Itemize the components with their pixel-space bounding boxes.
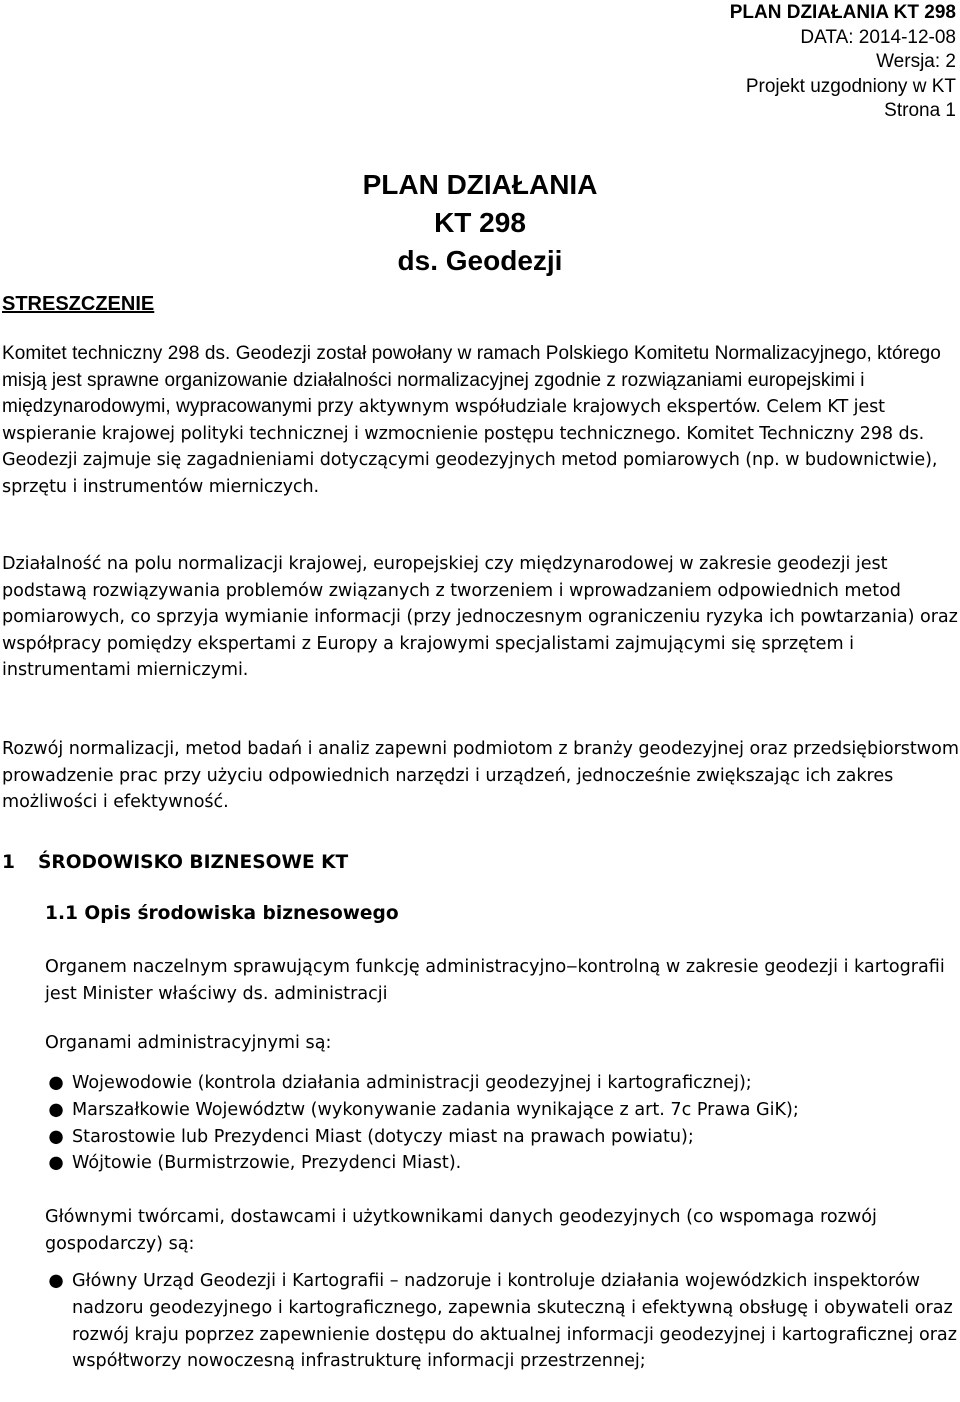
list-item-text: Wójtowie (Burmistrzowie, Prezydenci Miast). [72, 1153, 462, 1174]
geodetic-data-providers-list [0, 1268, 960, 1375]
section-1-title: ŚRODOWISKO BIZNESOWE KT [38, 852, 349, 873]
section-1-1-paragraph-2: Organami administracyjnymi są: [45, 1033, 332, 1053]
list-item-text: Starostowie lub Prezydenci Miast (dotyczy miast na prawach powiatu); [72, 1126, 694, 1147]
header-status: Projekt uzgodniony w KT [745, 75, 956, 97]
summary-paragraph-1-part-a: Komitet techniczny 298 ds. Geodezji został powołany w ramach Polskiego Komitetu Normalizacyjnego, którego misją jest sprawne organizowanie działalności normalizacyjnej zgodnie z rozwiązaniami europejskimi i międzynarodowymi, wypracowanymi przy [2, 343, 941, 417]
summary-paragraph-3: Rozwój normalizacji, metod badań i analiz zapewni podmiotom z branży geodezyjnej oraz przedsiębiorstwom prowadzenie prac przy użyciu odpowiednich narzędzi i urządzeń, jednocześnie zwiększając ich zakres możliwości i efektywność. [2, 739, 959, 813]
summary-paragraph-2: Działalność na polu normalizacji krajowej, europejskiej czy międzynarodowej w zakresie geodezji jest podstawą rozwiązywania problemów związanych z tworzeniem i wprowadzaniem odpowiednich metod pomiarowych, co sprzyja wymianie informacji (przy jednoczesnym ograniczeniu ryzyka ich powtarzania) oraz współpracy pomiędzy ekspertami z Europy a krajowymi specjalistami zajmującymi się sprzętem i instrumentami mierniczymi. [2, 554, 958, 681]
bullet-icon: ● [48, 1073, 64, 1093]
section-1-1-heading: 1.1 Opis środowiska biznesowego [45, 903, 399, 924]
document-title-line-2: KT 298 [434, 207, 526, 238]
list-item-text: Marszałkowie Województw (wykonywanie zadania wynikające z art. 7c Prawa GiK); [72, 1099, 799, 1120]
document-title [0, 166, 960, 280]
list-item [0, 1097, 960, 1124]
bullet-icon: ● [48, 1126, 64, 1147]
section-1-heading [2, 852, 348, 873]
list-item [0, 1268, 960, 1375]
administrative-bodies-list [0, 1070, 960, 1177]
section-1-number: 1 [2, 852, 15, 873]
document-title-line-1: PLAN DZIAŁANIA [362, 169, 598, 200]
section-1-1-paragraph-1: Organem naczelnym sprawującym funkcję administracyjno‒kontrolną w zakresie geodezji i kartografii jest Minister właściwy ds. administracji [45, 957, 945, 1004]
list-item [0, 1124, 960, 1151]
list-item [0, 1150, 960, 1177]
document-title-line-3: ds. Geodezji [397, 245, 563, 276]
list-item-text: Wojewodowie (kontrola działania administracji geodezyjnej i kartograficznej); [72, 1073, 752, 1093]
header-page-number: Strona 1 [884, 100, 956, 121]
bullet-icon: ● [48, 1271, 64, 1291]
summary-paragraph-1-part-b: aktywnym współudziale krajowych ekspertów. Celem KT jest wspieranie krajowej polityki technicznej i wzmocnienie postępu technicznego. Komitet Techniczny 298 ds. Geodezji zajmuje się zagadnieniami dotyczącymi geodezyjnych metod pomiarowych (np. w budownictwie), sprzętu i instrumentów mierniczych. [2, 397, 938, 497]
bullet-icon: ● [48, 1153, 64, 1174]
header-version: Wersja: 2 [876, 51, 956, 72]
list-item [0, 1070, 960, 1097]
header-date: DATA: 2014-12-08 [800, 26, 956, 48]
bullet-icon: ● [48, 1099, 64, 1120]
list-item-text: Główny Urząd Geodezji i Kartografii – nadzoruje i kontroluje działania wojewódzkich inspektorów nadzoru geodezyjnego i kartograficznego, zapewnia skuteczną i efektywną obsługę i obywateli oraz rozwój kraju poprzez zapewnienie dostępu do aktualnej informacji geodezyjnej i kartograficznej oraz współtworzy nowoczesną infrastrukturę informacji przestrzennej; [72, 1271, 957, 1372]
header-title: PLAN DZIAŁANIA KT 298 [729, 2, 956, 23]
summary-paragraph-1 [2, 341, 960, 500]
page-header [730, 1, 956, 124]
summary-heading: STRESZCZENIE [2, 293, 155, 315]
section-1-1-paragraph-3: Głównymi twórcami, dostawcami i użytkownikami danych geodezyjnych (co wspomaga rozwój gospodarczy) są: [45, 1207, 877, 1254]
